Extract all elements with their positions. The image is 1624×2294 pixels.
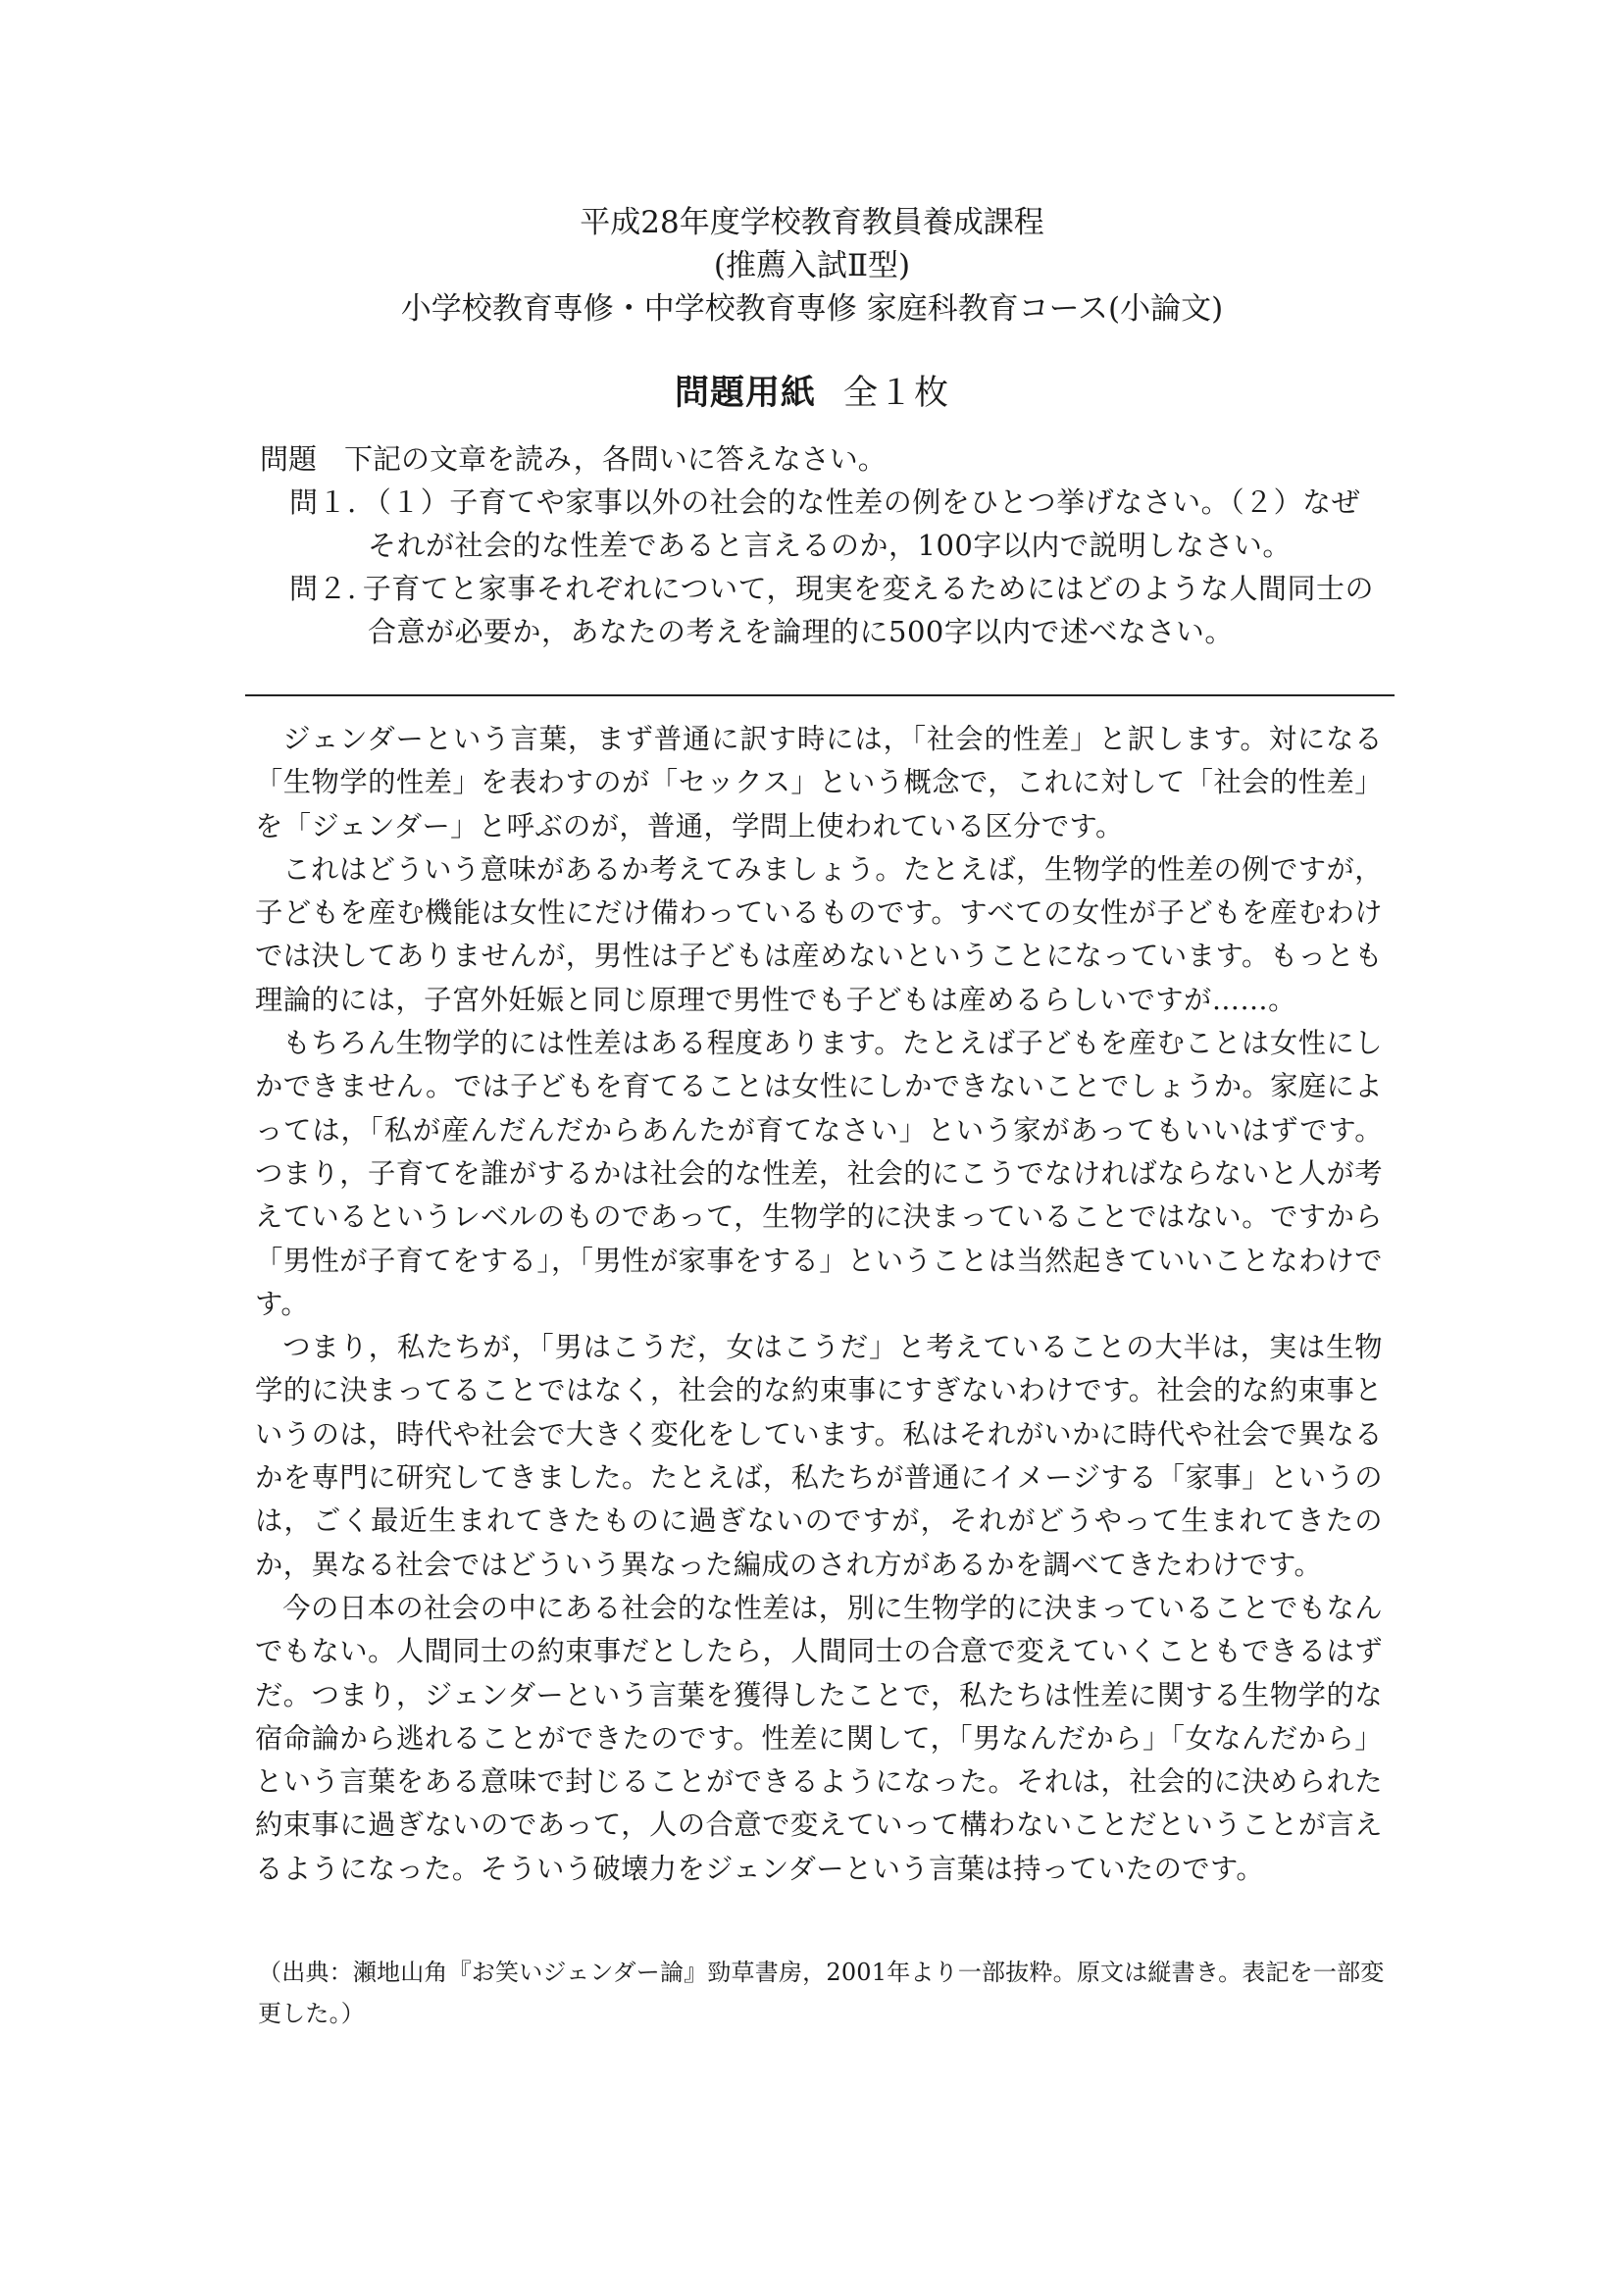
sheet-count: 全１枚 <box>843 374 950 413</box>
reading-passage <box>255 718 1383 1891</box>
passage-paragraph: これはどういう意味があるか考えてみましょう。たとえば，生物学的性差の例ですが，子どもを産む機能は女性にだけ備わっているものです。すべての女性が子どもを産むわけでは決してありませんが，男性は子どもは産めないということになっています。もっとも理論的には，子宮外妊娠と同じ原理で男性でも子どもは産めるらしいですが……。 <box>255 852 1383 1016</box>
passage-paragraph: つまり，私たちが，「男はこうだ，女はこうだ」と考えていることの大半は，実は生物学的に決まってることではなく，社会的な約束事にすぎないわけです。社会的な約束事というのは，時代や社会で大きく変化をしています。私はそれがいかに時代や社会で異なるかを専門に研究してきました。たとえば，私たちが普通にイメージする「家事」というのは，ごく最近生まれてきたものに過ぎないのですが，それがどうやって生まれてきたのか，異なる社会ではどういう異なった編成のされ方があるかを調べてきたわけです。 <box>255 1331 1383 1581</box>
question-item-2 <box>260 567 1388 653</box>
question-number-1: 問１. <box>289 485 357 519</box>
passage-paragraph: ジェンダーという言葉，まず普通に訳す時には，「社会的性差」と訳します。対になる「生物学的性差」を表わすのが「セックス」という概念で，これに対して「社会的性差」を「ジェンダー」と呼ぶのが，普通，学問上使われている区分です。 <box>255 723 1383 842</box>
header-line-2: (推薦入試Ⅱ型) <box>713 248 911 283</box>
passage-paragraph: もちろん生物学的には性差はある程度あります。たとえば子どもを産むことは女性にしかできません。では子どもを育てることは女性にしかできないことでしょうか。家庭によっては，「私が産んだんだからあんたが育てなさい」という家があってもいいはずです。つまり，子育てを誰がするかは社会的な性差，社会的にこうでなければならないと人が考えているというレベルのものであって，生物学的に決まっていることではない。ですから「男性が子育てをする」，「男性が家事をする」ということは当然起きていいことなわけです。 <box>255 1027 1383 1320</box>
passage-paragraph: 今の日本の社会の中にある社会的な性差は，別に生物学的に決まっていることでもなんでもない。人間同士の約束事だとしたら，人間同士の合意で変えていくこともできるはずだ。つまり，ジェンダーという言葉を獲得したことで，私たちは性差に関する生物学的な宿命論から逃れることができたのです。性差に関して，「男なんだから」「女なんだから」という言葉をある意味で封じることができるようになった。それは，社会的に決められた約束事に過ぎないのであって，人の合意で変えていって構わないことだということが言えるようになった。そういう破壊力をジェンダーという言葉は持っていたのです。 <box>255 1591 1383 1885</box>
question-item-1 <box>260 481 1388 567</box>
question-instruction: 下記の文章を読み，各問いに答えなさい。 <box>344 442 887 476</box>
header-line-1: 平成28年度学校教育教員養成課程 <box>580 205 1044 240</box>
source-citation: （出典：瀬地山角『お笑いジェンダー論』勁草書房，2001年より一部抜粋。原文は縦書き。表記を一部変更した。） <box>258 1959 1385 2027</box>
question-number-2: 問２. <box>289 572 357 605</box>
question-label: 問題 <box>260 442 318 476</box>
sheet-title-text: 問題用紙 <box>674 373 816 413</box>
question-block <box>260 437 1388 653</box>
section-divider <box>245 694 1395 696</box>
exam-header <box>0 201 1624 331</box>
question-text-1: （１）子育てや家事以外の社会的な性差の例をひとつ挙げなさい。（２）なぜそれが社会的な性差であると言えるのか，100字以内で説明しなさい。 <box>362 485 1361 562</box>
question-intro <box>260 437 1388 481</box>
sheet-title <box>0 366 1624 415</box>
question-text-2: 子育てと家事それぞれについて，現実を変えるためにはどのような人間同士の合意が必要か，あなたの考えを論理的に500字以内で述べなさい。 <box>362 572 1375 648</box>
header-line-3: 小学校教育専修・中学校教育専修 家庭科教育コース(小論文) <box>400 291 1224 327</box>
